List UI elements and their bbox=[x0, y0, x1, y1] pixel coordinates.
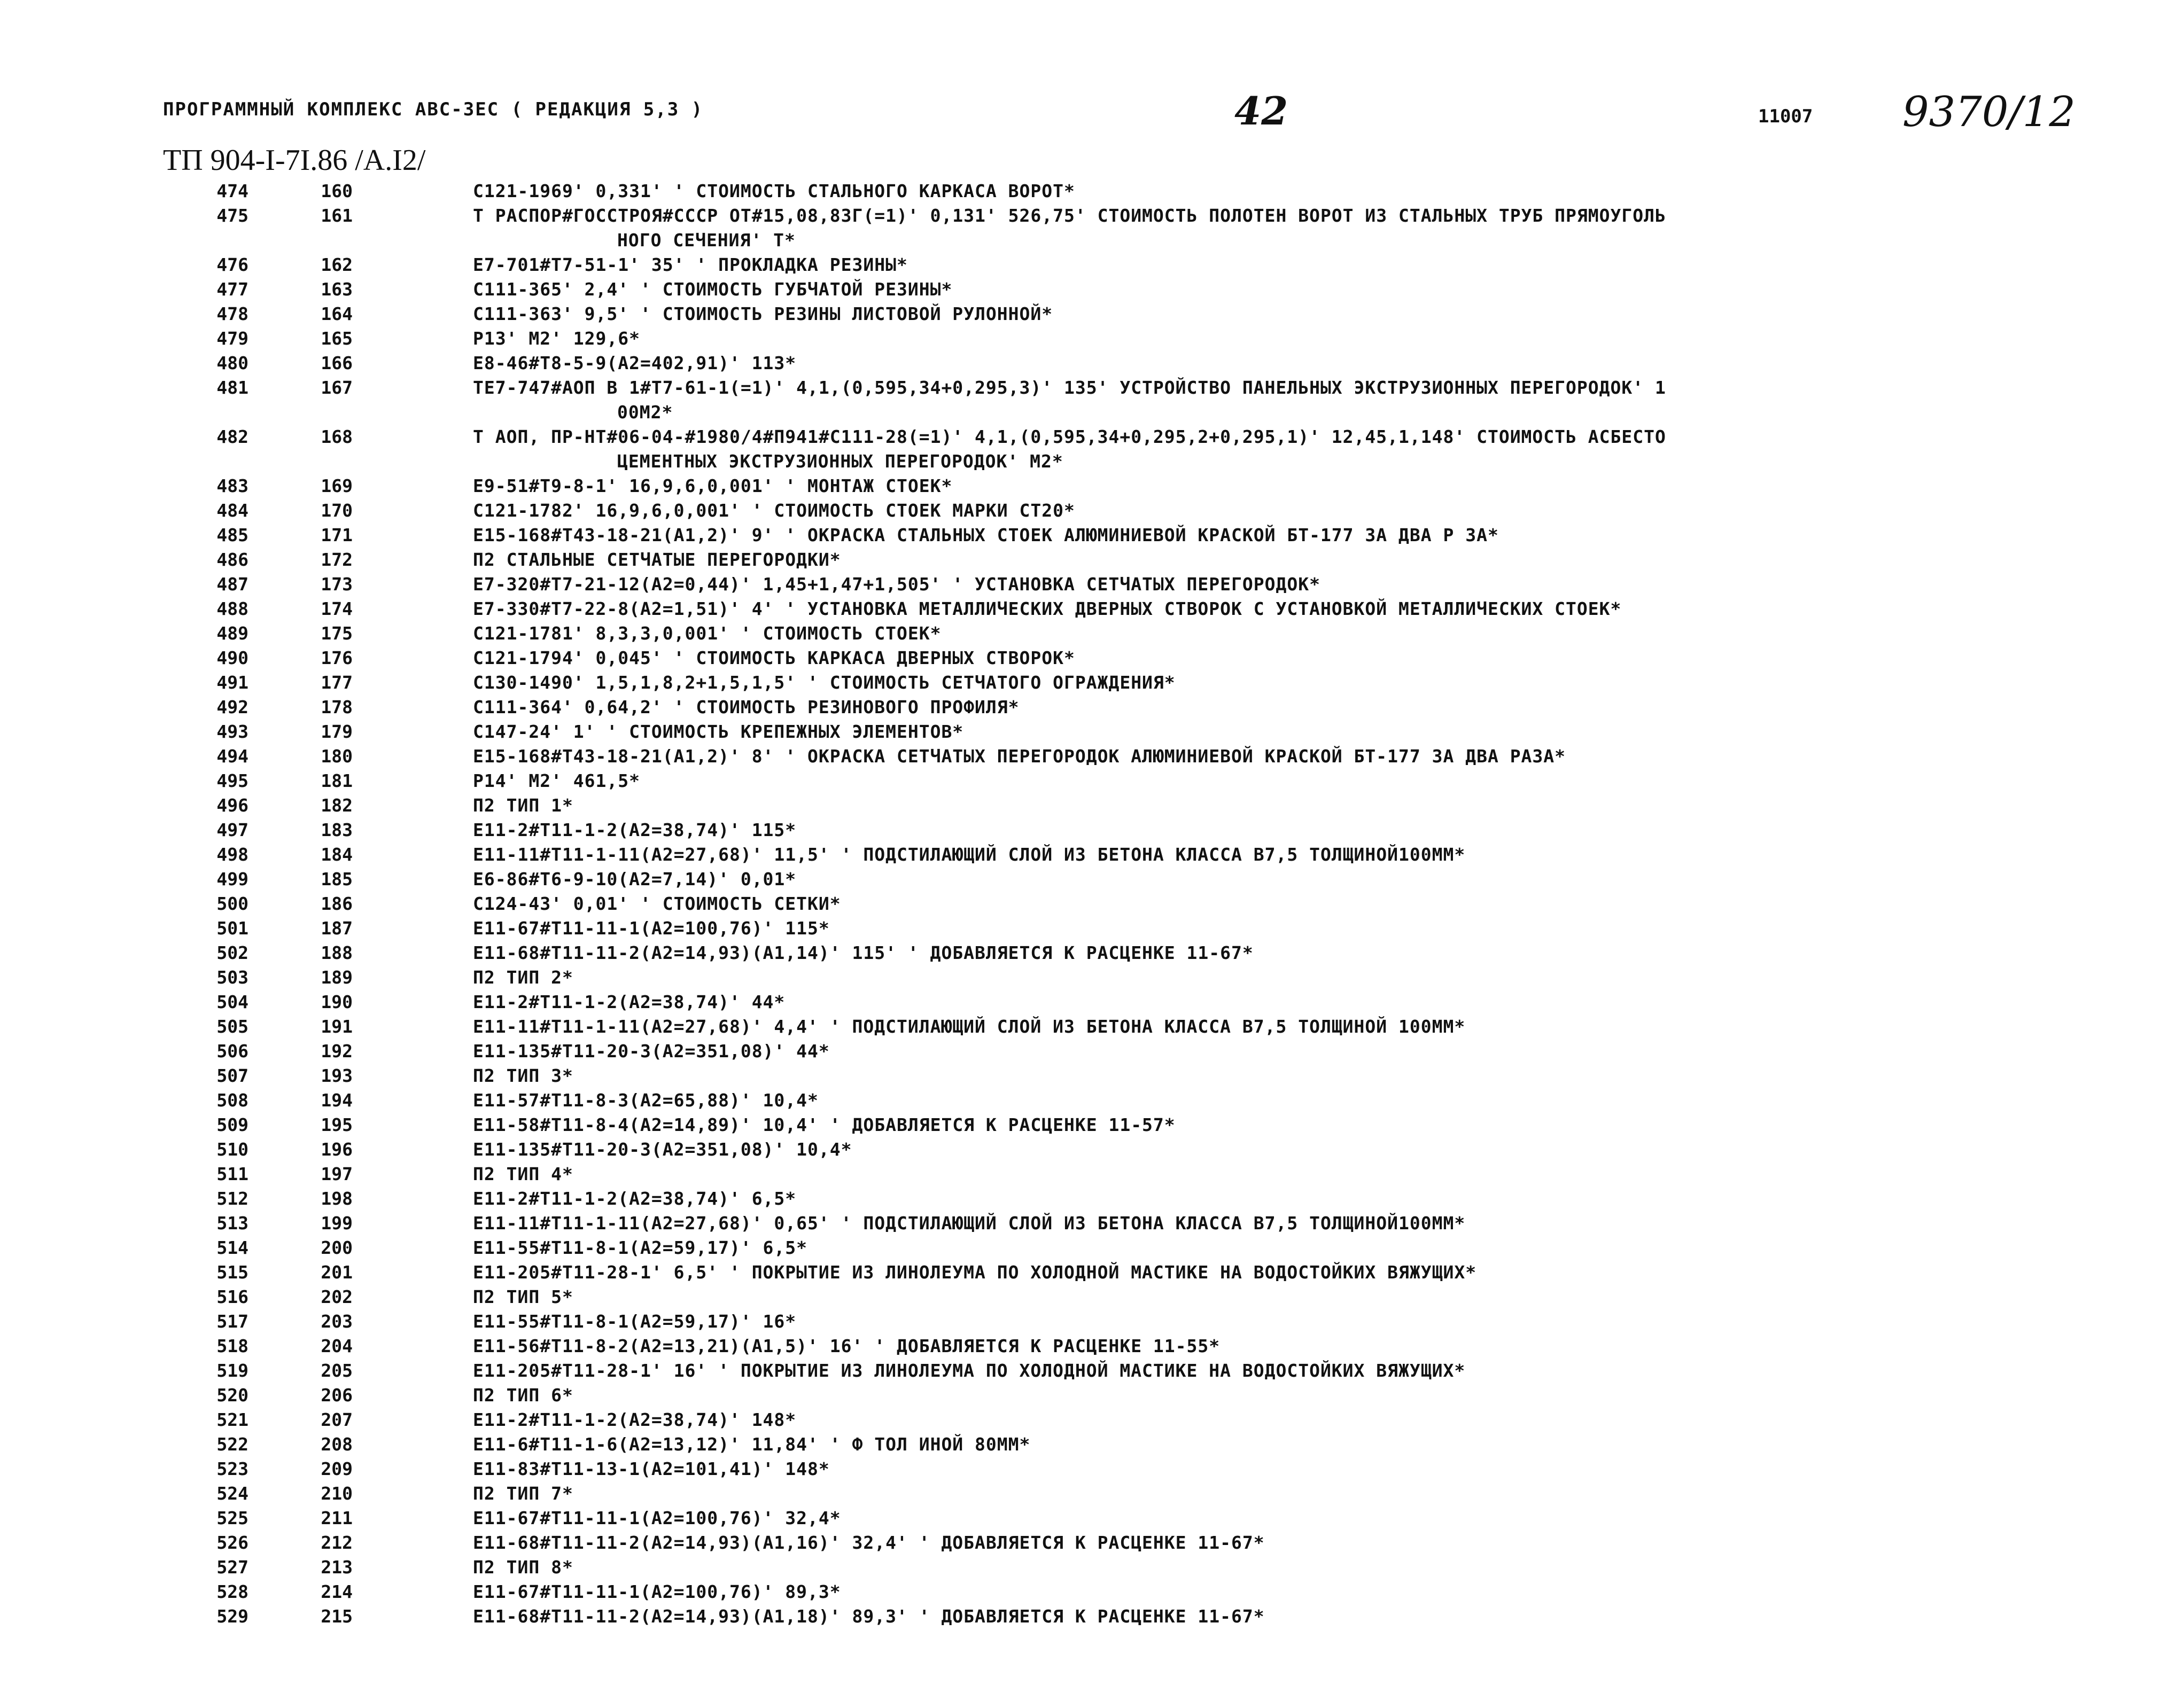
listing-row bbox=[0, 1285, 2184, 1309]
line-number: 511 bbox=[216, 1164, 248, 1184]
line-number: 475 bbox=[216, 205, 248, 226]
statement-number: 188 bbox=[321, 942, 353, 963]
line-number: 494 bbox=[216, 746, 248, 767]
statement-number: 164 bbox=[321, 303, 353, 324]
statement-number: 211 bbox=[321, 1508, 353, 1528]
statement-text: E11-67#T11-11-1(A2=100,76)' 115* bbox=[473, 918, 830, 939]
handwritten-number: 9370/12 bbox=[1902, 88, 2076, 136]
statement-number: 183 bbox=[321, 820, 353, 840]
line-number: 510 bbox=[216, 1139, 248, 1160]
statement-number: 180 bbox=[321, 746, 353, 767]
listing-row bbox=[0, 597, 2184, 621]
statement-text: E11-67#T11-11-1(A2=100,76)' 32,4* bbox=[473, 1508, 841, 1528]
statement-text: П2 СТАЛЬНЫЕ СЕТЧАТЫЕ ПЕРЕГОРОДКИ* bbox=[473, 549, 841, 570]
statement-text: E11-55#T11-8-1(A2=59,17)' 6,5* bbox=[473, 1237, 808, 1258]
statement-text: C147-24' 1' ' СТОИМОСТЬ КРЕПЕЖНЫХ ЭЛЕМЕНТОВ* bbox=[473, 721, 964, 742]
statement-number: 210 bbox=[321, 1483, 353, 1504]
statement-number: 196 bbox=[321, 1139, 353, 1160]
listing-row bbox=[0, 1309, 2184, 1334]
statement-number: 209 bbox=[321, 1458, 353, 1479]
statement-text: E15-168#T43-18-21(A1,2)' 8' ' ОКРАСКА СЕТЧАТЫХ ПЕРЕГОРОДОК АЛЮМИНИЕВОЙ КРАСКОЙ БТ-177 ЗА ДВА РАЗА* bbox=[473, 746, 1566, 767]
listing-body bbox=[0, 179, 2184, 1629]
line-number: 517 bbox=[216, 1311, 248, 1332]
line-number: 526 bbox=[216, 1532, 248, 1553]
statement-number: 206 bbox=[321, 1385, 353, 1406]
line-number: 497 bbox=[216, 820, 248, 840]
statement-number: 205 bbox=[321, 1360, 353, 1381]
statement-text: П2 ТИП 3* bbox=[473, 1065, 573, 1086]
statement-text: E11-135#T11-20-3(A2=351,08)' 44* bbox=[473, 1041, 830, 1062]
statement-text: P13' M2' 129,6* bbox=[473, 328, 641, 349]
statement-text: E11-2#T11-1-2(A2=38,74)' 148* bbox=[473, 1409, 797, 1430]
statement-text: C111-364' 0,64,2' ' СТОИМОСТЬ РЕЗИНОВОГО ПРОФИЛЯ* bbox=[473, 697, 1020, 717]
statement-text: E11-11#T11-1-11(A2=27,68)' 0,65' ' ПОДСТИЛАЮЩИЙ СЛОЙ ИЗ БЕТОНА КЛАССА B7,5 ТОЛЩИНОЙ100MM* bbox=[473, 1213, 1466, 1234]
listing-row bbox=[0, 965, 2184, 990]
statement-number: 191 bbox=[321, 1016, 353, 1037]
statement-number: 213 bbox=[321, 1557, 353, 1578]
listing-row bbox=[0, 1408, 2184, 1432]
statement-text: E11-56#T11-8-2(A2=13,21)(A1,5)' 16' ' ДОБАВЛЯЕТСЯ К РАСЦЕНКЕ 11-55* bbox=[473, 1336, 1221, 1356]
statement-number: 179 bbox=[321, 721, 353, 742]
statement-text: E11-205#T11-28-1' 6,5' ' ПОКРЫТИЕ ИЗ ЛИНОЛЕУМА ПО ХОЛОДНОЙ МАСТИКЕ НА ВОДОСТОЙКИХ ВЯЖУЩИХ* bbox=[473, 1262, 1477, 1283]
statement-number: 214 bbox=[321, 1581, 353, 1602]
statement-number: 193 bbox=[321, 1065, 353, 1086]
statement-text: C130-1490' 1,5,1,8,2+1,5,1,5' ' СТОИМОСТЬ СЕТЧАТОГО ОГРАЖДЕНИЯ* bbox=[473, 672, 1176, 693]
statement-number: 202 bbox=[321, 1286, 353, 1307]
statement-number: 199 bbox=[321, 1213, 353, 1234]
listing-row bbox=[0, 1334, 2184, 1359]
listing-row bbox=[0, 1481, 2184, 1506]
line-number: 520 bbox=[216, 1385, 248, 1406]
line-number: 479 bbox=[216, 328, 248, 349]
statement-text: E9-51#T9-8-1' 16,9,6,0,001' ' МОНТАЖ СТОЕК* bbox=[473, 475, 953, 496]
statement-text: П2 ТИП 1* bbox=[473, 795, 573, 816]
line-number: 515 bbox=[216, 1262, 248, 1283]
statement-number: 174 bbox=[321, 598, 353, 619]
statement-text: E11-68#T11-11-2(A2=14,93)(A1,16)' 32,4' ' ДОБАВЛЯЕТСЯ К РАСЦЕНКЕ 11-67* bbox=[473, 1532, 1265, 1553]
statement-text: E11-83#T11-13-1(A2=101,41)' 148* bbox=[473, 1458, 830, 1479]
line-number: 506 bbox=[216, 1041, 248, 1062]
statement-text: E11-2#T11-1-2(A2=38,74)' 115* bbox=[473, 820, 797, 840]
listing-row bbox=[0, 1015, 2184, 1039]
listing-row bbox=[0, 1432, 2184, 1457]
line-number: 509 bbox=[216, 1114, 248, 1135]
line-number: 477 bbox=[216, 279, 248, 300]
statement-continuation: ЦЕМЕНТНЫХ ЭКСТРУЗИОННЫХ ПЕРЕГОРОДОК' M2* bbox=[617, 451, 1063, 472]
line-number: 528 bbox=[216, 1581, 248, 1602]
line-number: 495 bbox=[216, 770, 248, 791]
listing-row bbox=[0, 302, 2184, 326]
listing-row bbox=[0, 376, 2184, 425]
statement-number: 203 bbox=[321, 1311, 353, 1332]
listing-row bbox=[0, 1039, 2184, 1064]
statement-text: C121-1782' 16,9,6,0,001' ' СТОИМОСТЬ СТОЕК МАРКИ CT20* bbox=[473, 500, 1075, 521]
line-number: 484 bbox=[216, 500, 248, 521]
listing-row bbox=[0, 523, 2184, 548]
program-header: ПРОГРАММНЫЙ КОМПЛЕКС АВС-ЗЕС ( РЕДАКЦИЯ 5,3 ) bbox=[163, 99, 704, 120]
listing-row bbox=[0, 351, 2184, 376]
statement-text: E11-2#T11-1-2(A2=38,74)' 6,5* bbox=[473, 1188, 797, 1209]
statement-number: 187 bbox=[321, 918, 353, 939]
listing-row bbox=[0, 179, 2184, 204]
page-number: 42 bbox=[1234, 88, 1288, 134]
listing-row bbox=[0, 1064, 2184, 1088]
statement-text: E11-135#T11-20-3(A2=351,08)' 10,4* bbox=[473, 1139, 852, 1160]
statement-number: 160 bbox=[321, 181, 353, 201]
line-number: 485 bbox=[216, 525, 248, 545]
statement-text: E15-168#T43-18-21(A1,2)' 9' ' ОКРАСКА СТАЛЬНЫХ СТОЕК АЛЮМИНИЕВОЙ КРАСКОЙ БТ-177 ЗА ДВА Р ЗА* bbox=[473, 525, 1499, 545]
statement-number: 176 bbox=[321, 647, 353, 668]
line-number: 476 bbox=[216, 254, 248, 275]
listing-row bbox=[0, 474, 2184, 498]
line-number: 525 bbox=[216, 1508, 248, 1528]
statement-number: 177 bbox=[321, 672, 353, 693]
statement-continuation: НОГО СЕЧЕНИЯ' Т* bbox=[617, 230, 796, 251]
statement-text: P14' M2' 461,5* bbox=[473, 770, 641, 791]
line-number: 487 bbox=[216, 574, 248, 595]
listing-row bbox=[0, 892, 2184, 916]
listing-row bbox=[0, 621, 2184, 646]
listing-row bbox=[0, 842, 2184, 867]
statement-text: C124-43' 0,01' ' СТОИМОСТЬ СЕТКИ* bbox=[473, 893, 841, 914]
statement-number: 185 bbox=[321, 869, 353, 889]
statement-text: C111-365' 2,4' ' СТОИМОСТЬ ГУБЧАТОЙ РЕЗИНЫ* bbox=[473, 279, 953, 300]
line-number: 483 bbox=[216, 475, 248, 496]
listing-row bbox=[0, 1113, 2184, 1137]
statement-text: TE7-747#АОП В 1#T7-61-1(=1)' 4,1,(0,595,34+0,295,3)' 135' УСТРОЙСТВО ПАНЕЛЬНЫХ ЭКСТРУЗИОННЫХ ПЕРЕГОРОДОК' 1 bbox=[473, 377, 1666, 398]
statement-number: 162 bbox=[321, 254, 353, 275]
line-number: 505 bbox=[216, 1016, 248, 1037]
listing-row bbox=[0, 1162, 2184, 1187]
statement-text: E11-55#T11-8-1(A2=59,17)' 16* bbox=[473, 1311, 797, 1332]
line-number: 502 bbox=[216, 942, 248, 963]
statement-text: П2 ТИП 7* bbox=[473, 1483, 573, 1504]
statement-text: E8-46#T8-5-9(A2=402,91)' 113* bbox=[473, 353, 797, 373]
listing-row bbox=[0, 1506, 2184, 1531]
line-number: 512 bbox=[216, 1188, 248, 1209]
listing-row bbox=[0, 1555, 2184, 1580]
statement-text: П2 ТИП 5* bbox=[473, 1286, 573, 1307]
listing-row bbox=[0, 1604, 2184, 1629]
statement-number: 182 bbox=[321, 795, 353, 816]
line-number: 504 bbox=[216, 992, 248, 1012]
statement-number: 171 bbox=[321, 525, 353, 545]
statement-number: 172 bbox=[321, 549, 353, 570]
listing-row bbox=[0, 326, 2184, 351]
listing-row bbox=[0, 1260, 2184, 1285]
line-number: 508 bbox=[216, 1090, 248, 1111]
listing-row bbox=[0, 670, 2184, 695]
line-number: 486 bbox=[216, 549, 248, 570]
statement-text: E11-58#T11-8-4(A2=14,89)' 10,4' ' ДОБАВЛЯЕТСЯ К РАСЦЕНКЕ 11-57* bbox=[473, 1114, 1176, 1135]
line-number: 522 bbox=[216, 1434, 248, 1455]
statement-continuation: 00M2* bbox=[617, 402, 673, 423]
listing-row bbox=[0, 1531, 2184, 1555]
statement-number: 169 bbox=[321, 475, 353, 496]
line-number: 491 bbox=[216, 672, 248, 693]
statement-text: E11-57#T11-8-3(A2=65,88)' 10,4* bbox=[473, 1090, 819, 1111]
line-number: 516 bbox=[216, 1286, 248, 1307]
listing-row bbox=[0, 1187, 2184, 1211]
listing-row bbox=[0, 1137, 2184, 1162]
statement-number: 194 bbox=[321, 1090, 353, 1111]
listing-row bbox=[0, 720, 2184, 744]
statement-text: E11-11#T11-1-11(A2=27,68)' 11,5' ' ПОДСТИЛАЮЩИЙ СЛОЙ ИЗ БЕТОНА КЛАССА B7,5 ТОЛЩИНОЙ100MM* bbox=[473, 844, 1466, 865]
line-number: 527 bbox=[216, 1557, 248, 1578]
line-number: 489 bbox=[216, 623, 248, 644]
statement-text: C121-1781' 8,3,3,0,001' ' СТОИМОСТЬ СТОЕК* bbox=[473, 623, 942, 644]
line-number: 514 bbox=[216, 1237, 248, 1258]
statement-text: П2 ТИП 6* bbox=[473, 1385, 573, 1406]
statement-text: C111-363' 9,5' ' СТОИМОСТЬ РЕЗИНЫ ЛИСТОВОЙ РУЛОННОЙ* bbox=[473, 303, 1053, 324]
statement-text: E7-701#T7-51-1' 35' ' ПРОКЛАДКА РЕЗИНЫ* bbox=[473, 254, 908, 275]
line-number: 492 bbox=[216, 697, 248, 717]
statement-text: Т РАСПОР#ГОССТРОЯ#СССР ОТ#15,08,83Г(=1)' 0,131' 526,75' СТОИМОСТЬ ПОЛОТЕН ВОРОТ ИЗ СТАЛЬНЫХ ТРУБ ПРЯМОУГОЛЬ bbox=[473, 205, 1666, 226]
statement-text: П2 ТИП 2* bbox=[473, 967, 573, 988]
statement-text: E11-6#T11-1-6(A2=13,12)' 11,84' ' Ф ТОЛ ИНОЙ 80MM* bbox=[473, 1434, 1031, 1455]
statement-number: 170 bbox=[321, 500, 353, 521]
listing-row bbox=[0, 916, 2184, 941]
listing-row bbox=[0, 1457, 2184, 1481]
line-number: 524 bbox=[216, 1483, 248, 1504]
statement-number: 215 bbox=[321, 1606, 353, 1627]
statement-number: 195 bbox=[321, 1114, 353, 1135]
statement-number: 168 bbox=[321, 426, 353, 447]
listing-row bbox=[0, 1236, 2184, 1260]
statement-number: 189 bbox=[321, 967, 353, 988]
listing-row bbox=[0, 253, 2184, 277]
statement-number: 175 bbox=[321, 623, 353, 644]
listing-row bbox=[0, 1088, 2184, 1113]
listing-row bbox=[0, 990, 2184, 1015]
statement-number: 166 bbox=[321, 353, 353, 373]
document-code: 11007 bbox=[1758, 106, 1813, 127]
statement-text: E11-68#T11-11-2(A2=14,93)(A1,14)' 115' ' ДОБАВЛЯЕТСЯ К РАСЦЕНКЕ 11-67* bbox=[473, 942, 1254, 963]
statement-number: 192 bbox=[321, 1041, 353, 1062]
listing-row bbox=[0, 867, 2184, 892]
listing-row bbox=[0, 498, 2184, 523]
line-number: 518 bbox=[216, 1336, 248, 1356]
line-number: 513 bbox=[216, 1213, 248, 1234]
statement-number: 204 bbox=[321, 1336, 353, 1356]
line-number: 500 bbox=[216, 893, 248, 914]
statement-number: 201 bbox=[321, 1262, 353, 1283]
listing-row bbox=[0, 695, 2184, 720]
statement-number: 190 bbox=[321, 992, 353, 1012]
statement-number: 167 bbox=[321, 377, 353, 398]
statement-text: E6-86#T6-9-10(A2=7,14)' 0,01* bbox=[473, 869, 797, 889]
statement-text: E11-11#T11-1-11(A2=27,68)' 4,4' ' ПОДСТИЛАЮЩИЙ СЛОЙ ИЗ БЕТОНА КЛАССА B7,5 ТОЛЩИНОЙ 100MM* bbox=[473, 1016, 1466, 1037]
listing-row bbox=[0, 818, 2184, 842]
line-number: 480 bbox=[216, 353, 248, 373]
statement-text: E11-205#T11-28-1' 16' ' ПОКРЫТИЕ ИЗ ЛИНОЛЕУМА ПО ХОЛОДНОЙ МАСТИКЕ НА ВОДОСТОЙКИХ ВЯЖУЩИХ* bbox=[473, 1360, 1466, 1381]
statement-number: 161 bbox=[321, 205, 353, 226]
statement-number: 186 bbox=[321, 893, 353, 914]
statement-text: E11-67#T11-11-1(A2=100,76)' 89,3* bbox=[473, 1581, 841, 1602]
line-number: 519 bbox=[216, 1360, 248, 1381]
statement-number: 200 bbox=[321, 1237, 353, 1258]
statement-text: C121-1794' 0,045' ' СТОИМОСТЬ КАРКАСА ДВЕРНЫХ СТВОРОК* bbox=[473, 647, 1075, 668]
document-id: ТП 904-I-7I.86 /А.I2/ bbox=[163, 144, 426, 177]
listing-row bbox=[0, 744, 2184, 769]
statement-number: 181 bbox=[321, 770, 353, 791]
statement-text: Т АОП, ПР-НТ#06-04-#1980/4#П941#C111-28(=1)' 4,1,(0,595,34+0,295,2+0,295,1)' 12,45,1,148' СТОИМОСТЬ АСБЕСТО bbox=[473, 426, 1666, 447]
line-number: 529 bbox=[216, 1606, 248, 1627]
listing-row bbox=[0, 277, 2184, 302]
line-number: 482 bbox=[216, 426, 248, 447]
statement-text: E7-330#T7-22-8(A2=1,51)' 4' ' УСТАНОВКА МЕТАЛЛИЧЕСКИХ ДВЕРНЫХ СТВОРОК С УСТАНОВКОЙ МЕТАЛЛИЧЕСКИХ СТОЕК* bbox=[473, 598, 1622, 619]
listing-row bbox=[0, 646, 2184, 670]
line-number: 499 bbox=[216, 869, 248, 889]
listing-row bbox=[0, 1580, 2184, 1604]
statement-number: 173 bbox=[321, 574, 353, 595]
listing-row bbox=[0, 1211, 2184, 1236]
listing-row bbox=[0, 769, 2184, 793]
statement-number: 165 bbox=[321, 328, 353, 349]
listing-row bbox=[0, 425, 2184, 474]
line-number: 496 bbox=[216, 795, 248, 816]
statement-number: 184 bbox=[321, 844, 353, 865]
listing-row bbox=[0, 1359, 2184, 1383]
statement-number: 212 bbox=[321, 1532, 353, 1553]
statement-number: 208 bbox=[321, 1434, 353, 1455]
statement-text: E11-2#T11-1-2(A2=38,74)' 44* bbox=[473, 992, 786, 1012]
statement-number: 197 bbox=[321, 1164, 353, 1184]
statement-text: E7-320#T7-21-12(A2=0,44)' 1,45+1,47+1,505' ' УСТАНОВКА СЕТЧАТЫХ ПЕРЕГОРОДОК* bbox=[473, 574, 1320, 595]
statement-text: E11-68#T11-11-2(A2=14,93)(A1,18)' 89,3' ' ДОБАВЛЯЕТСЯ К РАСЦЕНКЕ 11-67* bbox=[473, 1606, 1265, 1627]
line-number: 521 bbox=[216, 1409, 248, 1430]
statement-number: 198 bbox=[321, 1188, 353, 1209]
statement-number: 178 bbox=[321, 697, 353, 717]
listing-row bbox=[0, 572, 2184, 597]
statement-number: 207 bbox=[321, 1409, 353, 1430]
line-number: 503 bbox=[216, 967, 248, 988]
line-number: 507 bbox=[216, 1065, 248, 1086]
line-number: 501 bbox=[216, 918, 248, 939]
line-number: 478 bbox=[216, 303, 248, 324]
line-number: 493 bbox=[216, 721, 248, 742]
statement-text: П2 ТИП 8* bbox=[473, 1557, 573, 1578]
line-number: 498 bbox=[216, 844, 248, 865]
statement-text: П2 ТИП 4* bbox=[473, 1164, 573, 1184]
line-number: 474 bbox=[216, 181, 248, 201]
listing-row bbox=[0, 548, 2184, 572]
line-number: 481 bbox=[216, 377, 248, 398]
line-number: 490 bbox=[216, 647, 248, 668]
line-number: 523 bbox=[216, 1458, 248, 1479]
listing-row bbox=[0, 1383, 2184, 1408]
listing-row bbox=[0, 793, 2184, 818]
listing-row bbox=[0, 204, 2184, 253]
statement-number: 163 bbox=[321, 279, 353, 300]
listing-row bbox=[0, 941, 2184, 965]
statement-text: C121-1969' 0,331' ' СТОИМОСТЬ СТАЛЬНОГО КАРКАСА ВОРОТ* bbox=[473, 181, 1075, 201]
line-number: 488 bbox=[216, 598, 248, 619]
